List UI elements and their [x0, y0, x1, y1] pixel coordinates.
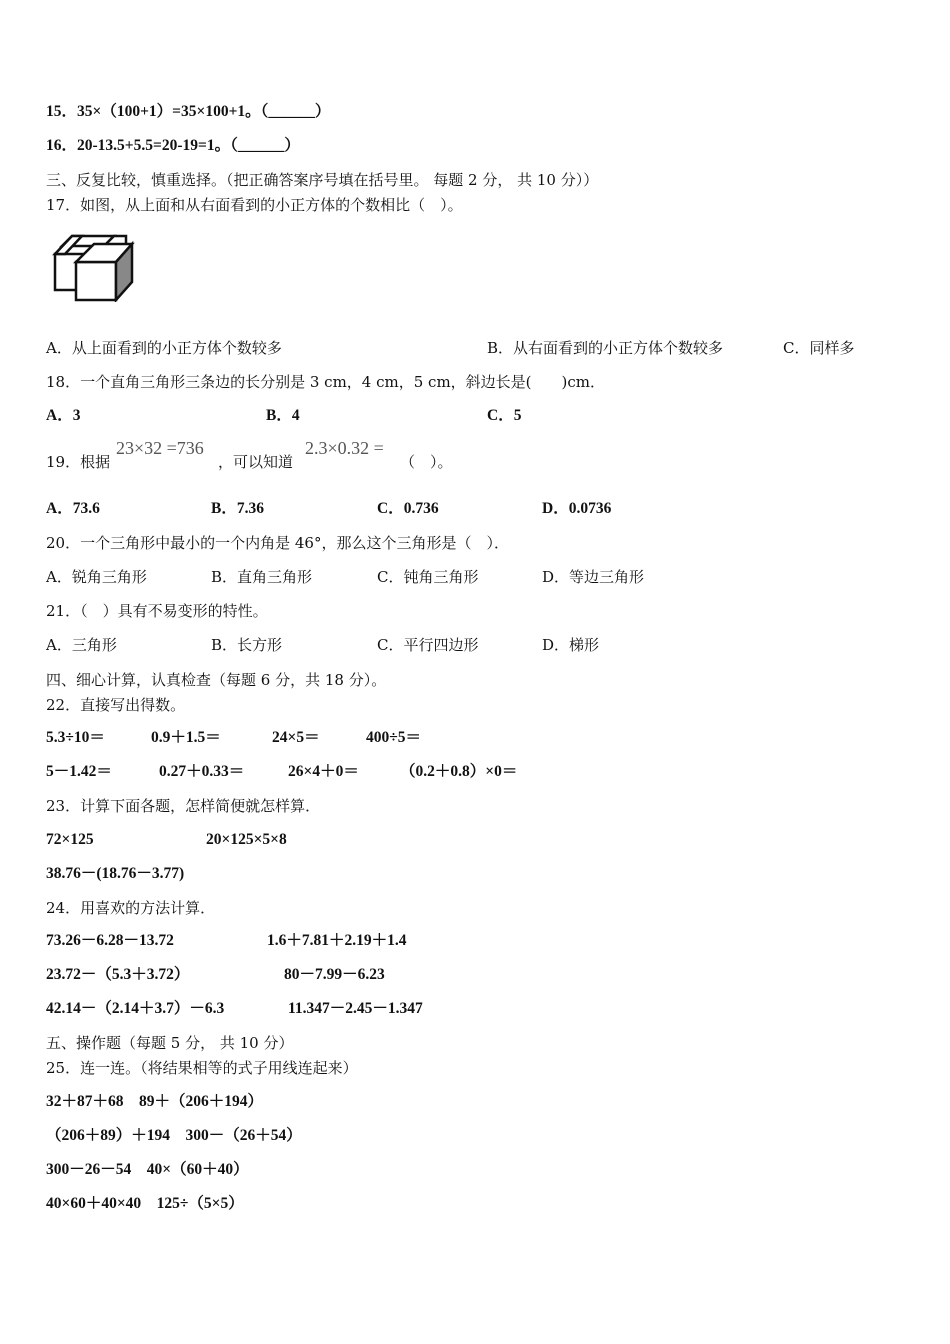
cube-figure [52, 234, 136, 302]
question-19-blank: （ ）。 [400, 453, 453, 471]
section-3-heading: 三、反复比较，慎重选择。（把正确答案序号填在括号里。 每题 2 分， 共 10 分）） [46, 171, 599, 189]
calc-item: 11.347－2.45－1.347 [288, 1000, 423, 1017]
question-25: 25．连一连。（将结果相等的式子用线连起来） [46, 1059, 358, 1077]
question-15: 15．35×（100+1）=35×100+1。（______） [46, 103, 331, 120]
option-17-b: B．从右面看到的小正方体个数较多 [487, 339, 724, 357]
section-5-heading: 五、操作题（每题 5 分， 共 10 分） [46, 1034, 294, 1052]
option-17-a: A．从上面看到的小正方体个数较多 [46, 339, 282, 357]
calc-item: 0.27＋0.33＝ [159, 763, 245, 780]
match-row: 300－26－54 40×（60＋40） [46, 1161, 249, 1178]
question-18: 18．一个直角三角形三条边的长分别是 3 cm，4 cm，5 cm，斜边长是( )cm． [46, 373, 605, 391]
option-20-c: C．钝角三角形 [377, 568, 479, 586]
section-4-heading: 四、细心计算，认真检查（每题 6 分，共 18 分）。 [46, 671, 387, 689]
match-row: 32＋87＋68 89＋（206＋194） [46, 1093, 264, 1110]
calc-item: 1.6＋7.81＋2.19＋1.4 [267, 932, 407, 949]
calc-item: 38.76－(18.76－3.77) [46, 865, 185, 882]
calc-item: 73.26－6.28－13.72 [46, 932, 174, 949]
question-16: 16．20-13.5+5.5=20-19=1。（______） [46, 137, 300, 154]
calc-item: 42.14－（2.14＋3.7）－6.3 [46, 1000, 225, 1017]
option-19-a: A．73.6 [46, 500, 100, 517]
option-19-d: D．0.0736 [542, 500, 612, 517]
calc-item: （0.2＋0.8）×0＝ [400, 763, 518, 780]
option-19-b: B．7.36 [211, 500, 264, 517]
question-19-mid: ，可以知道 [218, 453, 294, 471]
question-20: 20．一个三角形中最小的一个内角是 46°，那么这个三角形是（ ）． [46, 534, 509, 552]
calc-item: 20×125×5×8 [206, 831, 287, 848]
formula-1: 23×32 =736 [116, 438, 204, 458]
option-18-a: A．3 [46, 407, 81, 424]
option-17-c: C．同样多 [783, 339, 855, 357]
calc-item: 24×5＝ [272, 729, 320, 746]
match-row: 40×60＋40×40 125÷（5×5） [46, 1195, 244, 1212]
option-20-b: B．直角三角形 [211, 568, 313, 586]
option-21-b: B．长方形 [211, 636, 283, 654]
question-23: 23．计算下面各题，怎样简便就怎样算． [46, 797, 321, 815]
option-21-c: C．平行四边形 [377, 636, 479, 654]
calc-item: 26×4＋0＝ [288, 763, 359, 780]
option-20-a: A．锐角三角形 [46, 568, 147, 586]
calc-item: 80－7.99－6.23 [284, 966, 385, 983]
question-17: 17．如图，从上面和从右面看到的小正方体的个数相比（ ）。 [46, 196, 463, 214]
formula-2: 2.3×0.32 = [305, 438, 384, 458]
calc-item: 72×125 [46, 831, 94, 848]
calc-item: 5.3÷10＝ [46, 729, 105, 746]
question-22: 22．直接写出得数。 [46, 696, 186, 714]
option-18-c: C．5 [487, 407, 522, 424]
calc-item: 400÷5＝ [366, 729, 422, 746]
option-19-c: C．0.736 [377, 500, 439, 517]
calc-item: 0.9＋1.5＝ [151, 729, 221, 746]
calc-item: 5－1.42＝ [46, 763, 112, 780]
option-21-d: D．梯形 [542, 636, 600, 654]
question-21: 21．（ ）具有不易变形的特性。 [46, 602, 268, 620]
question-24: 24．用喜欢的方法计算． [46, 899, 216, 917]
option-21-a: A．三角形 [46, 636, 117, 654]
question-19-prefix: 19．根据 [46, 453, 111, 471]
option-20-d: D．等边三角形 [542, 568, 645, 586]
calc-item: 23.72－（5.3＋3.72） [46, 966, 190, 983]
match-row: （206＋89）＋194 300－（26＋54） [46, 1127, 302, 1144]
option-18-b: B．4 [266, 407, 300, 424]
